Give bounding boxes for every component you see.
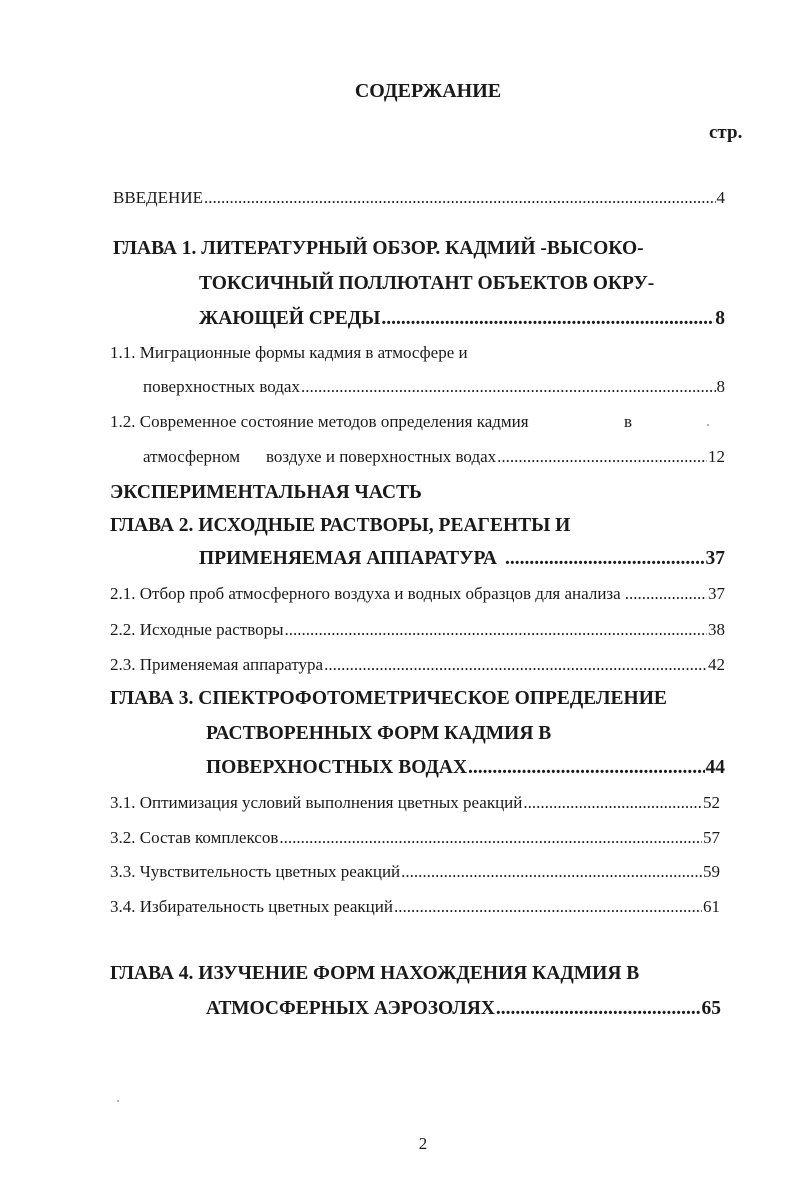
toc-entry-page: 65 [701,998,721,1019]
dot-leader [285,620,707,640]
toc-part-experimental[interactable]: ЭКСПЕРИМЕНТАЛЬНАЯ ЧАСТЬ [110,482,422,503]
page-column-label: стр. [709,122,743,143]
dot-leader [401,862,702,882]
toc-entry-page: 8 [716,377,725,396]
toc-section-1-2-line-1-end: в [624,412,633,431]
page-number: 2 [418,1134,428,1153]
toc-section-3-4[interactable] [110,897,720,917]
toc-chapter-1-line-2[interactable]: ТОКСИЧНЫЙ ПОЛЛЮТАНТ ОБЪЕКТОВ ОКРУ- [199,273,655,294]
toc-chapter-4-line-2[interactable] [206,998,721,1020]
toc-entry-text: ЖАЮЩЕЙ СРЕДЫ [199,308,381,329]
toc-section-3-1[interactable] [110,793,720,813]
dot-leader [279,828,702,848]
toc-chapter-2-line-2[interactable] [199,548,725,570]
toc-chapter-2-line-1[interactable]: ГЛАВА 2. ИСХОДНЫЕ РАСТВОРЫ, РЕАГЕНТЫ И [110,515,571,536]
dot-leader [468,757,704,779]
toc-entry-text: 3.1. Оптимизация условий выполнения цветных реакций [110,793,523,812]
toc-entry-text: ПОВЕРХНОСТНЫХ ВОДАХ [206,757,468,778]
toc-entry-page: 57 [703,828,720,847]
page-title: СОДЕРЖАНИЕ [354,80,502,102]
dot-leader [497,447,707,467]
dot-leader [204,188,716,208]
toc-entry-page: 37 [708,584,725,603]
dot-leader [301,377,716,397]
dot-leader [381,308,714,330]
toc-entry-text: 2.1. Отбор проб атмосферного воздуха и водных образцов для анализа [110,584,621,603]
toc-entry-page: 38 [708,620,725,639]
toc-entry-text: воздухе и поверхностных водах [266,447,497,466]
toc-entry-text: 2.2. Исходные растворы [110,620,284,639]
toc-entry-text: ПРИМЕНЯЕМАЯ АППАРАТУРА [199,548,497,569]
toc-entry-page: 52 [703,793,720,812]
toc-section-3-2[interactable] [110,828,720,848]
dot-leader [324,655,707,675]
dot-leader [625,584,707,604]
toc-section-1-2-line-1[interactable]: 1.2. Современное состояние методов определения кадмия [110,412,529,431]
toc-entry-text: 2.3. Применяемая аппаратура [110,655,324,674]
toc-chapter-4-line-1[interactable]: ГЛАВА 4. ИЗУЧЕНИЕ ФОРМ НАХОЖДЕНИЯ КАДМИЯ В [110,963,640,984]
toc-entry-text: 3.4. Избирательность цветных реакций [110,897,393,916]
toc-chapter-3-line-1[interactable]: ГЛАВА 3. СПЕКТРОФОТОМЕТРИЧЕСКОЕ ОПРЕДЕЛЕНИЕ [110,688,667,709]
toc-section-2-3[interactable] [110,655,725,675]
toc-entry-page: 12 [708,447,725,466]
toc-chapter-3-line-3[interactable] [206,757,725,779]
dot-leader [505,548,705,570]
toc-chapter-3-line-2[interactable]: РАСТВОРЕННЫХ ФОРМ КАДМИЯ В [206,723,552,744]
toc-entry-page: 44 [705,757,725,778]
toc-section-3-3[interactable] [110,862,720,882]
toc-entry-text: АТМОСФЕРНЫХ АЭРОЗОЛЯХ [206,998,495,1019]
toc-entry-page: 4 [716,188,725,207]
toc-section-1-1-line-2[interactable] [143,377,725,397]
toc-entry-intro[interactable] [113,188,725,208]
toc-section-2-2[interactable] [110,620,725,640]
scan-speck [707,424,709,426]
dot-leader [523,793,702,813]
toc-entry-page: 37 [705,548,725,569]
toc-section-2-1[interactable] [110,584,725,604]
toc-section-1-1-line-1[interactable]: 1.1. Миграционные формы кадмия в атмосфере и [110,343,468,362]
toc-section-1-2-line-2-start: атмосферном [143,447,241,466]
scan-speck [117,1100,119,1102]
toc-entry-text: поверхностных водах [143,377,300,396]
toc-entry-page: 42 [708,655,725,674]
toc-entry-page: 8 [715,308,725,329]
toc-entry-text: ВВЕДЕНИЕ [113,188,203,207]
toc-entry-text: 3.3. Чувствительность цветных реакций [110,862,401,881]
toc-chapter-1-line-3[interactable] [199,308,725,330]
toc-entry-text: 3.2. Состав комплексов [110,828,279,847]
dot-leader [496,998,701,1020]
toc-section-1-2-line-2[interactable] [266,447,725,467]
toc-entry-page: 59 [703,862,720,881]
dot-leader [394,897,702,917]
toc-chapter-1-line-1[interactable]: ГЛАВА 1. ЛИТЕРАТУРНЫЙ ОБЗОР. КАДМИЙ -ВЫСОКО- [113,238,644,259]
toc-entry-page: 61 [703,897,720,916]
